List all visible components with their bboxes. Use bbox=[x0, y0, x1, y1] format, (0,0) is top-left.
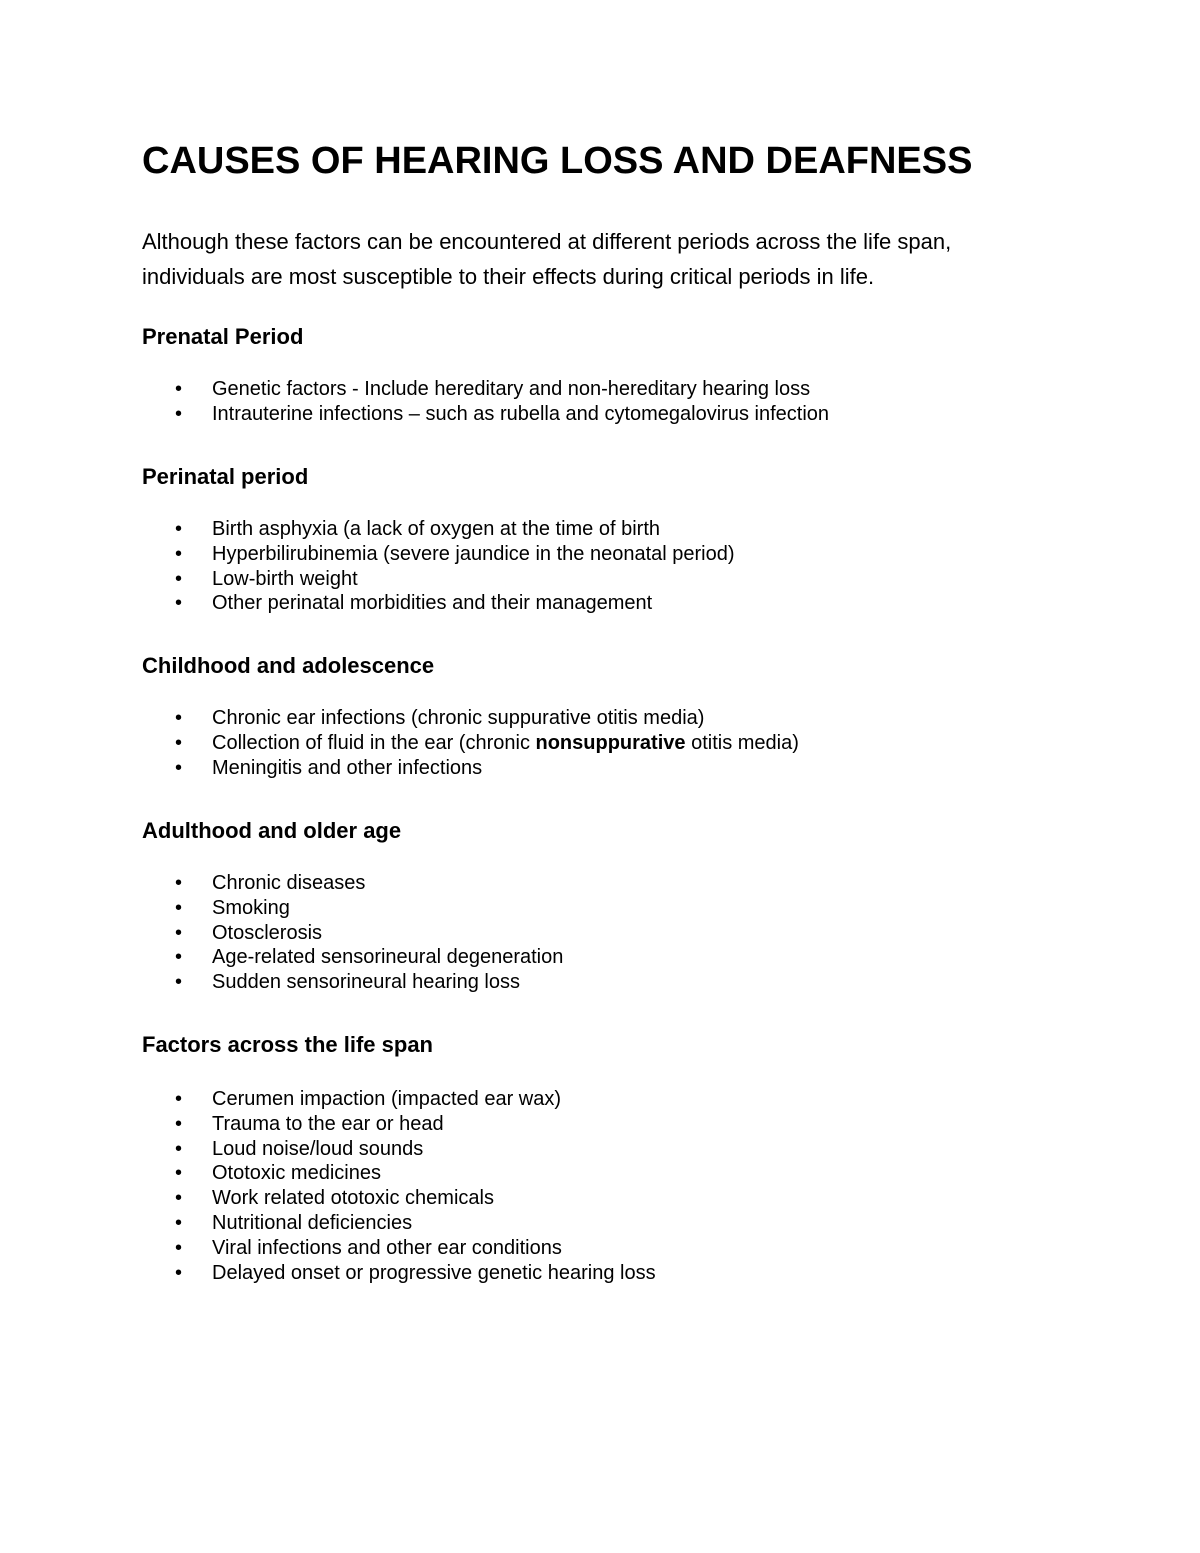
bullet-list bbox=[142, 871, 1042, 995]
list-item: • Work related ototoxic chemicals bbox=[175, 1187, 494, 1210]
list-item: • Viral infections and other ear conditions bbox=[175, 1236, 562, 1259]
section-perinatal-period bbox=[142, 464, 1042, 616]
list-item: • Low-birth weight bbox=[175, 567, 358, 590]
list-item: • Collection of fluid in the ear (chronic nonsuppurative otitis media) bbox=[175, 731, 799, 754]
section-prenatal-period bbox=[142, 324, 1042, 427]
bullet-icon: • bbox=[175, 402, 183, 425]
list-item: • Trauma to the ear or head bbox=[175, 1112, 444, 1135]
bullet-icon: • bbox=[175, 378, 183, 400]
list-item: • Genetic factors - Include hereditary and non-hereditary hearing loss bbox=[175, 378, 811, 400]
bullet-list bbox=[142, 517, 1042, 616]
list-item: • Loud noise/loud sounds bbox=[175, 1137, 424, 1160]
list-item: • Hyperbilirubinemia (severe jaundice in the neonatal period) bbox=[175, 542, 735, 565]
list-item: • Cerumen impaction (impacted ear wax) bbox=[175, 1088, 562, 1110]
list-item: • Ototoxic medicines bbox=[175, 1162, 381, 1185]
bullet-icon: • bbox=[175, 946, 183, 969]
list-item: • Meningitis and other infections bbox=[175, 756, 483, 779]
list-item: • Chronic diseases bbox=[175, 872, 366, 894]
bullet-icon: • bbox=[175, 518, 183, 540]
bullet-icon: • bbox=[175, 1137, 183, 1160]
bullet-icon: • bbox=[175, 542, 183, 565]
bullet-icon: • bbox=[175, 872, 183, 894]
document-title: CAUSES OF HEARING LOSS AND DEAFNESS bbox=[142, 140, 973, 182]
section-heading: Prenatal Period bbox=[142, 324, 304, 349]
bold-term: nonsuppurative bbox=[535, 731, 686, 754]
bullet-icon: • bbox=[175, 592, 183, 615]
bullet-list bbox=[142, 377, 1042, 427]
bullet-icon: • bbox=[175, 731, 183, 754]
bullet-icon: • bbox=[175, 567, 183, 590]
section-factors-across-life-span bbox=[142, 1032, 1042, 1285]
section-heading: Adulthood and older age bbox=[142, 818, 402, 843]
bullet-list bbox=[142, 1087, 1042, 1285]
bullet-icon: • bbox=[175, 921, 183, 944]
list-item: • Chronic ear infections (chronic suppurative otitis media) bbox=[175, 707, 705, 729]
bullet-icon: • bbox=[175, 1112, 183, 1135]
bullet-list bbox=[142, 706, 1042, 780]
section-heading: Factors across the life span bbox=[142, 1032, 433, 1057]
section-heading: Perinatal period bbox=[142, 464, 309, 489]
list-item: • Other perinatal morbidities and their management bbox=[175, 592, 653, 615]
bullet-icon: • bbox=[175, 1211, 183, 1234]
list-item: • Nutritional deficiencies bbox=[175, 1211, 413, 1234]
bullet-icon: • bbox=[175, 896, 183, 919]
bullet-icon: • bbox=[175, 1261, 183, 1284]
section-heading: Childhood and adolescence bbox=[142, 653, 435, 678]
bullet-icon: • bbox=[175, 1187, 183, 1210]
bullet-icon: • bbox=[175, 1088, 183, 1110]
bullet-icon: • bbox=[175, 1162, 183, 1185]
bullet-icon: • bbox=[175, 756, 183, 779]
list-item: • Smoking bbox=[175, 896, 290, 919]
section-adulthood-and-older-age bbox=[142, 818, 1042, 995]
list-item: • Delayed onset or progressive genetic hearing loss bbox=[175, 1261, 656, 1284]
list-item: • Birth asphyxia (a lack of oxygen at the time of birth bbox=[175, 518, 660, 540]
section-childhood-and-adolescence bbox=[142, 653, 1042, 780]
list-item: • Sudden sensorineural hearing loss bbox=[175, 971, 520, 994]
bullet-icon: • bbox=[175, 971, 183, 994]
list-item: • Age-related sensorineural degeneration bbox=[175, 946, 564, 969]
bullet-icon: • bbox=[175, 707, 183, 729]
intro-paragraph: Although these factors can be encountered at different periods across the life span, individuals are most susceptible to their effects during critical periods in life. bbox=[142, 229, 952, 289]
list-item: • Intrauterine infections – such as rubella and cytomegalovirus infection bbox=[175, 402, 830, 425]
list-item: • Otosclerosis bbox=[175, 921, 323, 944]
bullet-icon: • bbox=[175, 1236, 183, 1259]
